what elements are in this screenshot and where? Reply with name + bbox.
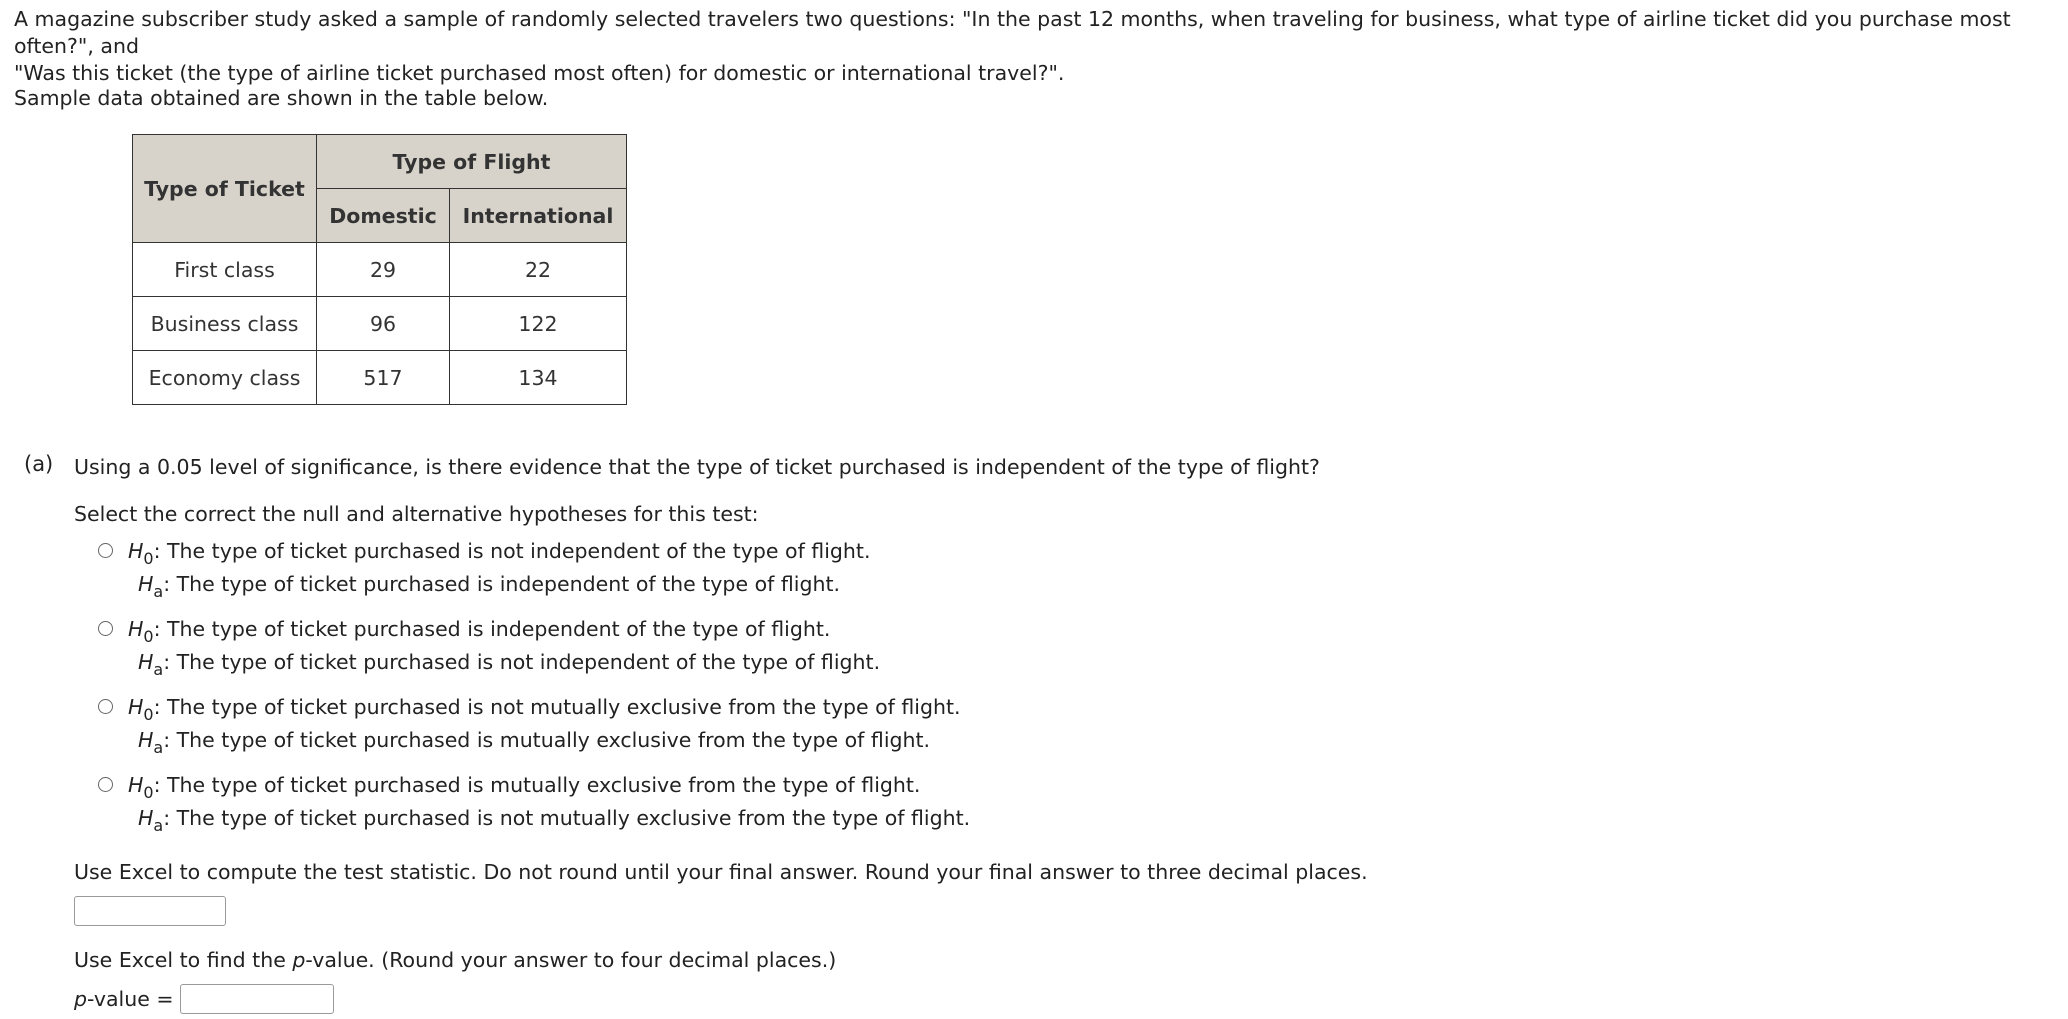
h0-symbol: H [128, 695, 144, 719]
pvalue-input[interactable] [180, 984, 334, 1014]
test-statistic-instruction: Use Excel to compute the test statistic. Do not round until your final answer. Round your final answer to three decimal places. [74, 860, 1368, 884]
sample-note: Sample data obtained are shown in the table below. [14, 86, 549, 110]
alternative-hypothesis [138, 806, 971, 835]
part-question: Using a 0.05 level of significance, is there evidence that the type of ticket purchased is independent of the type of flight? [74, 455, 1320, 479]
h0-subscript: 0 [143, 549, 154, 568]
h0-symbol: H [128, 617, 144, 641]
pvalue-instruction-post: -value. (Round your answer to four decimal places.) [305, 948, 837, 972]
column-header-international: International [450, 189, 627, 243]
table-row [133, 297, 627, 351]
alternative-hypothesis [138, 572, 841, 601]
null-hypothesis [128, 617, 831, 646]
ha-subscript: a [153, 582, 164, 601]
row-label: First class [133, 243, 317, 297]
ha-text: : The type of ticket purchased is independent of the type of flight. [163, 572, 841, 596]
pvalue-instruction [74, 948, 836, 972]
h0-subscript: 0 [143, 783, 154, 802]
ha-symbol: H [138, 728, 154, 752]
ha-symbol: H [138, 650, 154, 674]
contingency-table [132, 134, 627, 405]
ha-text: : The type of ticket purchased is not mutually exclusive from the type of flight. [163, 806, 971, 830]
alternative-hypothesis [138, 728, 931, 757]
row-label: Business class [133, 297, 317, 351]
radio-button[interactable] [98, 777, 113, 792]
pvalue-row [74, 984, 334, 1014]
cell-value: 29 [317, 243, 450, 297]
pvalue-label [74, 987, 174, 1011]
cell-value: 22 [450, 243, 627, 297]
cell-value: 134 [450, 351, 627, 405]
ha-text: : The type of ticket purchased is mutually exclusive from the type of flight. [163, 728, 931, 752]
column-header-domestic: Domestic [317, 189, 450, 243]
h0-subscript: 0 [143, 705, 154, 724]
h0-text: : The type of ticket purchased is mutually exclusive from the type of flight. [153, 773, 921, 797]
pvalue-instruction-pre: Use Excel to find the [74, 948, 293, 972]
hypotheses-prompt: Select the correct the null and alternative hypotheses for this test: [74, 502, 759, 526]
part-label: (a) [24, 452, 54, 476]
pvalue-instruction-p: p [292, 948, 306, 972]
radio-button[interactable] [98, 543, 113, 558]
group-header: Type of Flight [317, 135, 627, 189]
h0-text: : The type of ticket purchased is independent of the type of flight. [153, 617, 831, 641]
intro-line-2: "Was this ticket (the type of airline ticket purchased most often) for domestic or international travel?". [14, 61, 1065, 85]
pvalue-label-rest: -value = [87, 987, 174, 1011]
radio-button[interactable] [98, 621, 113, 636]
ha-subscript: a [153, 660, 164, 679]
problem-intro [14, 6, 2054, 87]
ha-symbol: H [138, 806, 154, 830]
radio-button[interactable] [98, 699, 113, 714]
ha-subscript: a [153, 738, 164, 757]
h0-subscript: 0 [143, 627, 154, 646]
cell-value: 96 [317, 297, 450, 351]
cell-value: 122 [450, 297, 627, 351]
h0-text: : The type of ticket purchased is not independent of the type of flight. [153, 539, 871, 563]
h0-symbol: H [128, 539, 144, 563]
h0-text: : The type of ticket purchased is not mutually exclusive from the type of flight. [153, 695, 961, 719]
table-row [133, 351, 627, 405]
row-label: Economy class [133, 351, 317, 405]
null-hypothesis [128, 773, 921, 802]
null-hypothesis [128, 539, 871, 568]
table-row [133, 243, 627, 297]
ha-subscript: a [153, 816, 164, 835]
pvalue-label-p: p [74, 987, 88, 1011]
ha-text: : The type of ticket purchased is not independent of the type of flight. [163, 650, 881, 674]
cell-value: 517 [317, 351, 450, 405]
null-hypothesis [128, 695, 961, 724]
ha-symbol: H [138, 572, 154, 596]
alternative-hypothesis [138, 650, 881, 679]
intro-line-1: A magazine subscriber study asked a sample of randomly selected travelers two questions: "In the past 12 months, when traveling for business, what type of airline ticket did you purchase most often?", and [14, 7, 2011, 58]
row-header: Type of Ticket [133, 135, 317, 243]
test-statistic-input[interactable] [74, 896, 226, 926]
h0-symbol: H [128, 773, 144, 797]
